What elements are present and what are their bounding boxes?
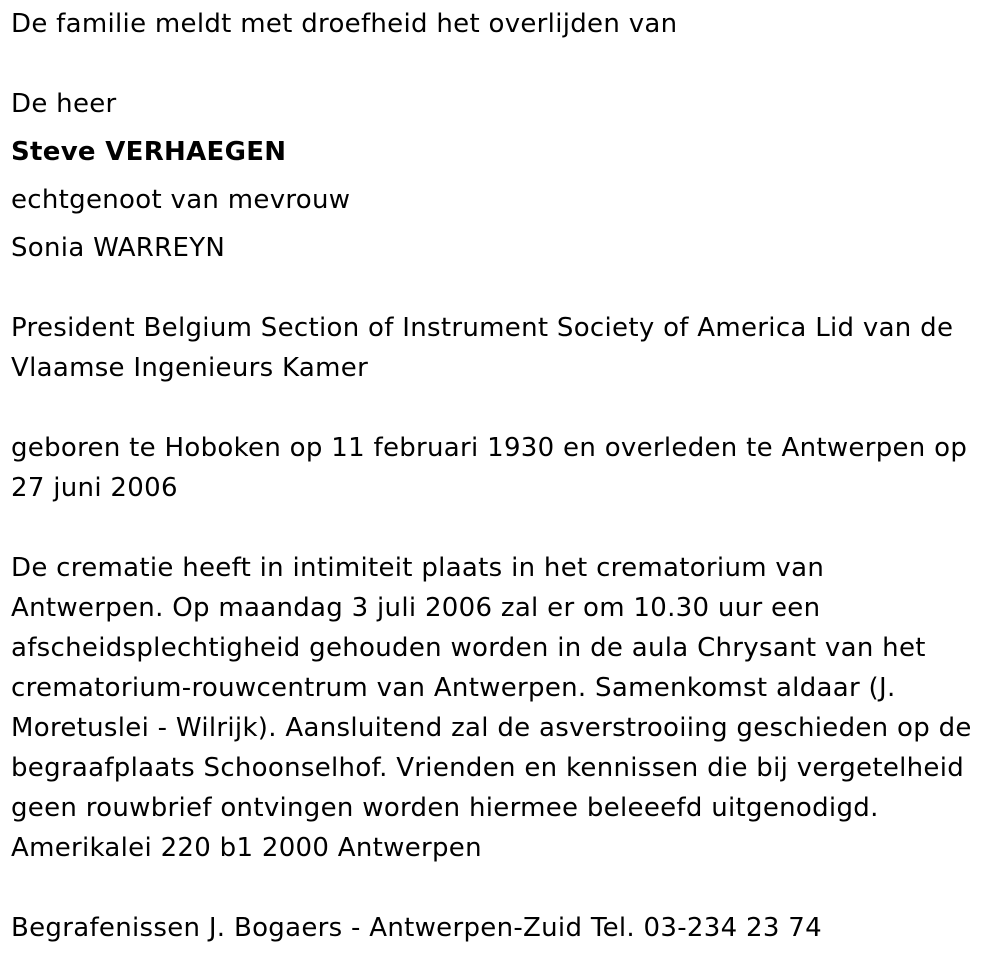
ceremony-line: Moretuslei - Wilrijk). Aansluitend zal de asverstrooiing geschieden op de	[11, 713, 972, 743]
death-notice	[11, 4, 986, 948]
titles-line: Vlaamse Ingenieurs Kamer	[11, 353, 369, 383]
ceremony-block	[11, 548, 986, 868]
birth-death-line: geboren te Hoboken op 11 februari 1930 en overleden te Antwerpen op	[11, 433, 968, 463]
salutation: De heer	[11, 89, 117, 119]
address-line: Amerikalei 220 b1 2000 Antwerpen	[11, 833, 482, 863]
spouse-name: Sonia WARREYN	[11, 233, 226, 263]
relation-text: echtgenoot van mevrouw	[11, 185, 351, 215]
titles-line: President Belgium Section of Instrument Society of America Lid van de	[11, 313, 954, 343]
ceremony-line: afscheidsplechtigheid gehouden worden in de aula Chrysant van het	[11, 633, 926, 663]
ceremony-line: begraafplaats Schoonselhof. Vrienden en kennissen die bij vergetelheid	[11, 753, 965, 783]
deceased-name: Steve VERHAEGEN	[11, 137, 287, 167]
ceremony-line: crematorium-rouwcentrum van Antwerpen. Samenkomst aldaar (J.	[11, 673, 896, 703]
ceremony-line: geen rouwbrief ontvingen worden hiermee beleeefd uitgenodigd.	[11, 793, 879, 823]
birth-death-line: 27 juni 2006	[11, 473, 178, 503]
undertaker-contact: Begrafenissen J. Bogaers - Antwerpen-Zuid Tel. 03-234 23 74	[11, 913, 822, 943]
ceremony-line: Antwerpen. Op maandag 3 juli 2006 zal er om 10.30 uur een	[11, 593, 821, 623]
titles-block	[11, 308, 986, 388]
birth-death-block	[11, 428, 986, 508]
ceremony-line: De crematie heeft in intimiteit plaats in het crematorium van	[11, 553, 825, 583]
intro-text: De familie meldt met droefheid het overlijden van	[11, 9, 678, 39]
